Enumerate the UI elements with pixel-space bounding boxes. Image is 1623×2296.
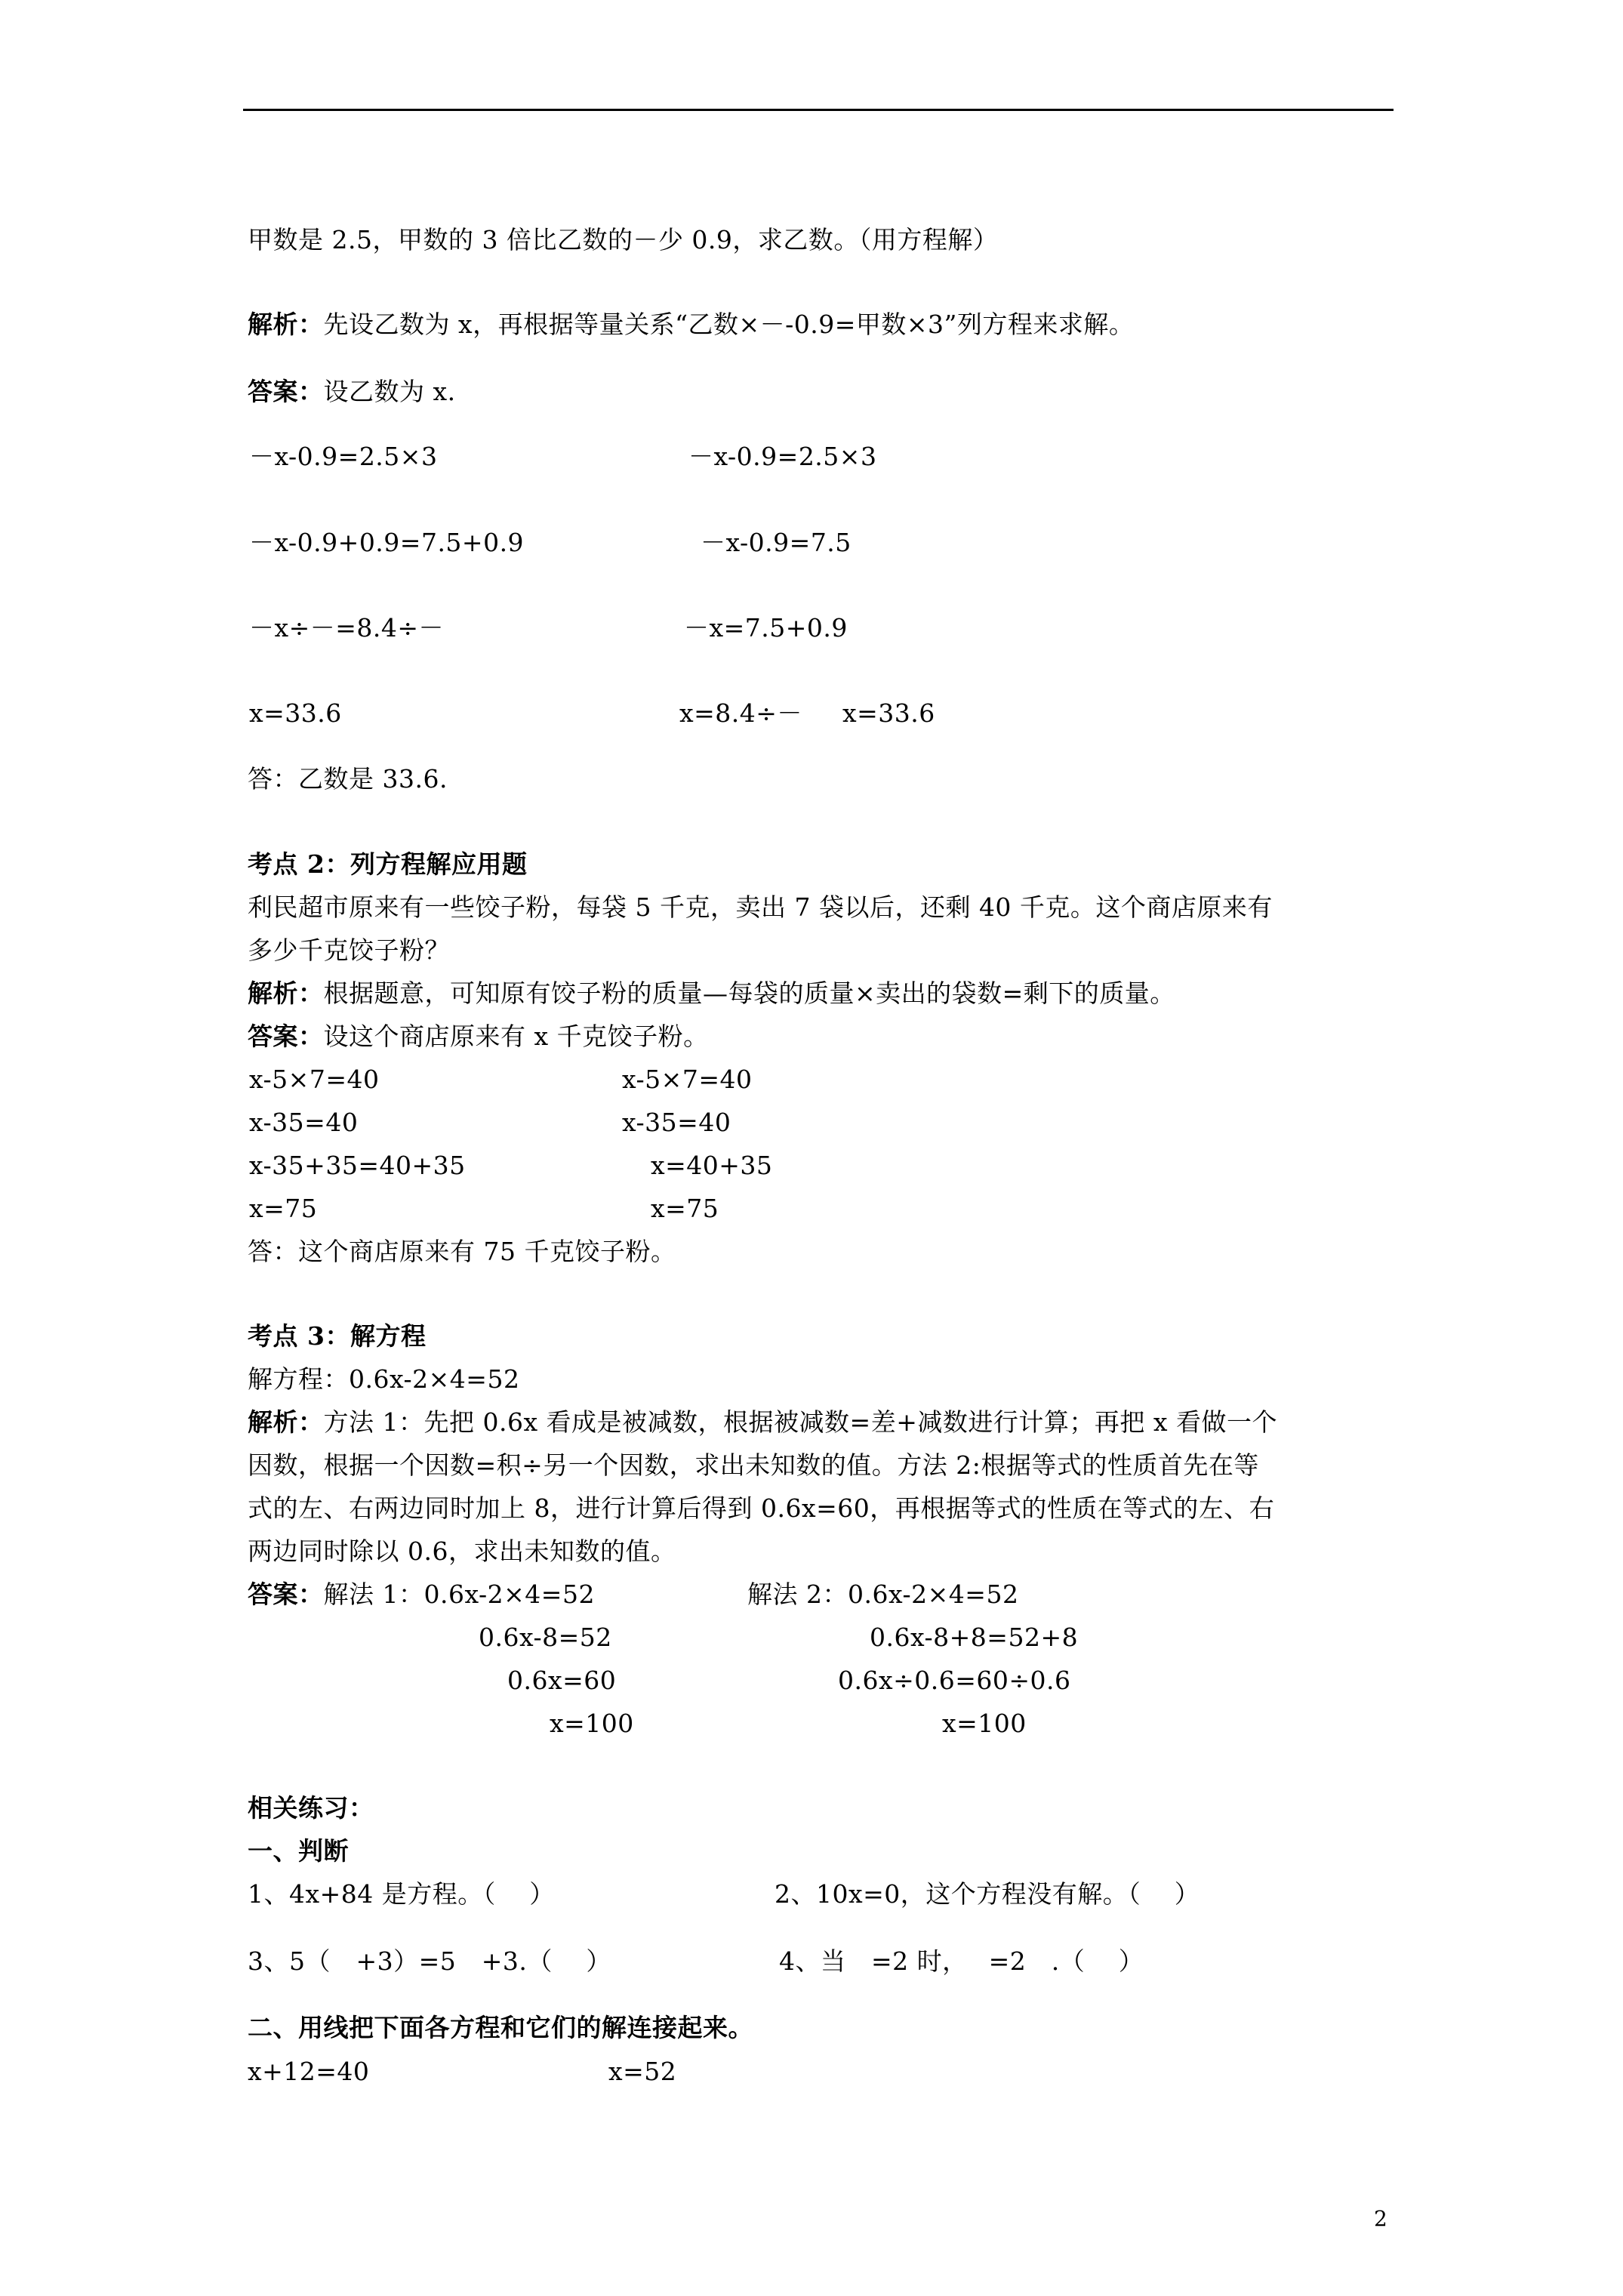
answer-intro: 设这个商店原来有 x 千克饺子粉。 — [323, 1022, 709, 1051]
p2-left-step-2: x-35=40 — [249, 1108, 359, 1137]
match-left-equation: x+12=40 — [248, 2057, 370, 2086]
point3-method2-row — [747, 1579, 1018, 1610]
answer-label: 答案： — [248, 377, 324, 406]
p1-left-step-4: x=33.6 — [249, 698, 342, 728]
analysis-text: 方法 1：先把 0.6x 看成是被减数，根据被减数=差+减数进行计算；再把 x 看做一个 — [323, 1407, 1277, 1437]
point3-analysis-line2: 因数，根据一个因数=积÷另一个因数，求出未知数的值。方法 2:根据等式的性质首先在等 — [248, 1450, 1259, 1480]
p1-right-step-2: －x-0.9=7.5 — [701, 528, 852, 557]
point3-analysis-line1 — [248, 1407, 1277, 1438]
point3-analysis-line4: 两边同时除以 0.6，求出未知数的值。 — [248, 1536, 676, 1566]
practice-section1-title: 一、判断 — [248, 1836, 349, 1866]
point3-analysis-line3: 式的左、右两边同时加上 8，进行计算后得到 0.6x=60，再根据等式的性质在等式的左、右 — [248, 1493, 1275, 1523]
point3-question: 解方程：0.6x-2×4=52 — [248, 1364, 520, 1394]
analysis-label: 解析： — [248, 310, 324, 339]
method1-step-1: 0.6x-2×4=52 — [423, 1579, 595, 1609]
m2-step-4: x=100 — [942, 1709, 1027, 1738]
analysis-text: 先设乙数为 x，再根据等量关系“乙数×－-0.9=甲数×3”列方程来求解。 — [323, 310, 1135, 339]
analysis-label: 解析： — [248, 978, 324, 1008]
problem1-question: 甲数是 2.5，甲数的 3 倍比乙数的－少 0.9，求乙数。（用方程解） — [248, 225, 999, 254]
practice-item-1: 1、4x+84 是方程。（ ） — [248, 1879, 555, 1909]
practice-item-3: 3、5（ +3）=5 +3.（ ） — [248, 1946, 611, 1976]
answer-label: 答案： — [248, 1022, 324, 1051]
point2-conclusion: 答：这个商店原来有 75 千克饺子粉。 — [248, 1237, 676, 1266]
p2-right-step-2: x-35=40 — [622, 1108, 731, 1137]
point3-heading: 考点 3：解方程 — [248, 1321, 427, 1351]
method1-label: 解法 1： — [323, 1579, 424, 1609]
point2-question-line2: 多少千克饺子粉？ — [248, 935, 450, 965]
point2-answer — [248, 1022, 709, 1052]
p1-right-step-1: －x-0.9=2.5×3 — [688, 442, 877, 471]
p2-right-step-4: x=75 — [651, 1194, 719, 1223]
practice-section2-title: 二、用线把下面各方程和它们的解连接起来。 — [248, 2013, 753, 2042]
p2-left-step-3: x-35+35=40+35 — [249, 1151, 466, 1180]
analysis-label: 解析： — [248, 1407, 324, 1437]
analysis-text: 根据题意，可知原有饺子粉的质量—每袋的质量×卖出的袋数=剩下的质量。 — [323, 978, 1175, 1008]
m1-step-4: x=100 — [550, 1709, 634, 1738]
problem1-analysis — [248, 310, 1134, 340]
m2-step-3: 0.6x÷0.6=60÷0.6 — [838, 1666, 1071, 1695]
m1-step-2: 0.6x-8=52 — [479, 1623, 612, 1652]
p1-right-step-4: x=8.4÷－ — [679, 698, 802, 728]
p1-left-step-1: －x-0.9=2.5×3 — [249, 442, 438, 471]
p1-left-step-2: －x-0.9+0.9=7.5+0.9 — [249, 528, 525, 557]
p2-right-step-3: x=40+35 — [651, 1151, 773, 1180]
p2-right-step-1: x-5×7=40 — [622, 1065, 753, 1094]
problem1-conclusion: 答：乙数是 33.6. — [248, 764, 448, 794]
method2-step-1: 0.6x-2×4=52 — [848, 1579, 1019, 1609]
p1-right-step-5: x=33.6 — [842, 698, 935, 728]
header-rule — [243, 109, 1394, 111]
point2-heading: 考点 2：列方程解应用题 — [248, 849, 528, 879]
answer-label: 答案： — [248, 1579, 324, 1609]
answer-intro: 设乙数为 x. — [323, 377, 456, 406]
p2-left-step-4: x=75 — [249, 1194, 318, 1223]
method2-label: 解法 2： — [747, 1579, 848, 1609]
page-number: 2 — [1374, 2206, 1387, 2231]
practice-item-2: 2、10x=0，这个方程没有解。（ ） — [775, 1879, 1200, 1909]
p1-right-step-3: －x=7.5+0.9 — [684, 613, 848, 643]
p2-left-step-1: x-5×7=40 — [249, 1065, 380, 1094]
practice-heading: 相关练习： — [248, 1793, 374, 1823]
p1-left-step-3: －x÷－=8.4÷－ — [249, 613, 445, 643]
point3-method1-row — [248, 1579, 595, 1610]
problem1-answer — [248, 377, 456, 407]
point2-question-line1: 利民超市原来有一些饺子粉，每袋 5 千克，卖出 7 袋以后，还剩 40 千克。这个商店原来有 — [248, 892, 1273, 922]
point2-analysis — [248, 978, 1175, 1009]
m2-step-2: 0.6x-8+8=52+8 — [870, 1623, 1079, 1652]
m1-step-3: 0.6x=60 — [507, 1666, 617, 1695]
match-right-solution: x=52 — [608, 2057, 677, 2086]
practice-item-4: 4、当 =2 时， =2 .（ ） — [779, 1946, 1144, 1976]
